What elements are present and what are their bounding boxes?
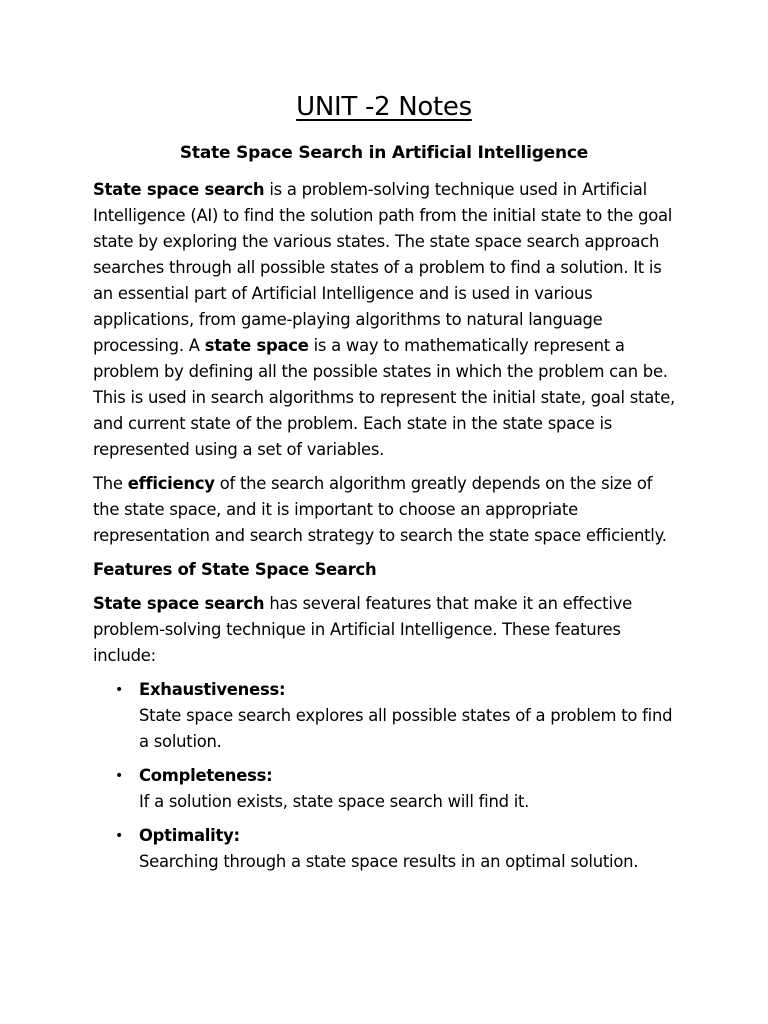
term-efficiency: efficiency — [127, 474, 215, 493]
features-list — [93, 677, 683, 875]
efficiency-text-1: The — [93, 474, 128, 493]
feature-description: State space search explores all possible states of a problem to find a solution. — [139, 706, 673, 751]
term-state-space: state space — [204, 336, 309, 355]
features-intro-paragraph — [93, 591, 683, 669]
document-body — [93, 177, 683, 883]
intro-paragraph — [93, 177, 683, 463]
efficiency-text-2: of the search algorithm greatly depends on the size of the state space, and it is important to choose an appropriate representation and search strategy to search the state space efficiently. — [93, 474, 667, 545]
intro-text-1: is a problem-solving technique used in Artificial Intelligence (AI) to find the solution path from the initial state to the goal state by exploring the various states. The state space search approach searches through all possible states of a problem to find a solution. It is an essential part of Artificial Intelligence and is used in various applications, from game-playing algorithms to natural language processing. A — [93, 180, 673, 355]
efficiency-paragraph — [93, 471, 683, 549]
term-state-space-search: State space search — [93, 180, 265, 199]
bullet-icon: • — [115, 682, 124, 698]
features-intro-text: has several features that make it an effective problem-solving technique in Artificial Intelligence. These features include: — [93, 594, 632, 665]
list-item — [115, 677, 683, 755]
feature-name: Completeness: — [139, 766, 273, 785]
bullet-icon: • — [115, 768, 124, 784]
intro-text-2: is a way to mathematically represent a problem by defining all the possible states in which the problem can be. This is used in search algorithms to represent the initial state, goal state, and current state of the problem. Each state in the state space is represented using a set of variables. — [93, 336, 675, 459]
feature-description: Searching through a state space results in an optimal solution. — [139, 852, 639, 871]
page-subtitle: State Space Search in Artificial Intelligence — [179, 143, 589, 163]
bullet-icon: • — [115, 828, 124, 844]
list-item — [115, 763, 683, 815]
list-item — [115, 823, 683, 875]
feature-name: Optimality: — [139, 826, 240, 845]
page-title: UNIT -2 Notes — [296, 92, 472, 122]
features-heading: Features of State Space Search — [93, 560, 377, 579]
feature-description: If a solution exists, state space search will find it. — [139, 792, 530, 811]
feature-name: Exhaustiveness: — [139, 680, 286, 699]
term-state-space-search-2: State space search — [93, 594, 265, 613]
